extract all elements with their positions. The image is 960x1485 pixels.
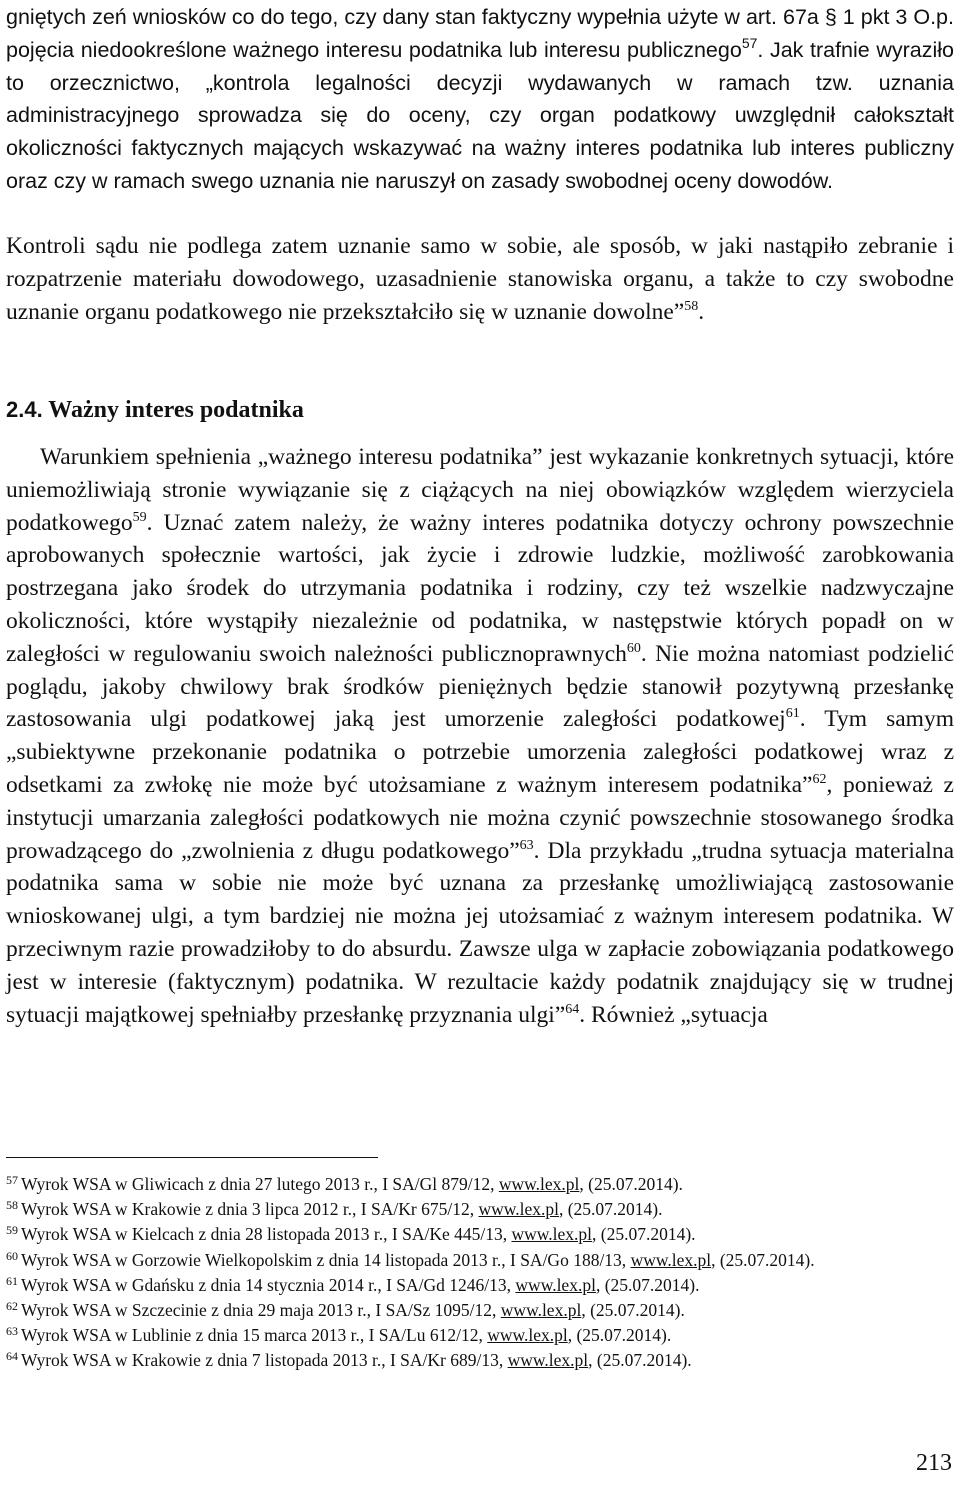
footnotes-list xyxy=(6,1172,954,1374)
footnote-text: Wyrok WSA w Gorzowie Wielkopolskim z dnia 14 listopada 2013 r., I SA/Go 188/13, xyxy=(21,1249,631,1270)
footnote-59 xyxy=(6,1222,954,1247)
footnote-text: Wyrok WSA w Krakowie z dnia 3 lipca 2012 r., I SA/Kr 675/12, xyxy=(21,1199,479,1220)
footnote-text: Wyrok WSA w Lublinie z dnia 15 marca 2013 r., I SA/Lu 612/12, xyxy=(21,1325,488,1346)
footnote-text: Wyrok WSA w Szczecinie z dnia 29 maja 2013 r., I SA/Sz 1095/12, xyxy=(21,1300,501,1321)
footnote-64 xyxy=(6,1348,954,1373)
paragraph-text: . Nie można natomiast podzielić poglądu, jakoby chwilowy brak środków pieniężnych będzie stanowił pozytywną przesłankę zastosowania ulgi podatkowej jaką jest umorzenie zaległości podatkowej xyxy=(6,640,954,733)
paragraph-text: . Tym samym „subiektywne przekonanie podatnika o potrzebie umorzenia zaległości podatkowej wraz z odsetkami za zwłokę nie może być utożsamiane z ważnym interesem podatnika” xyxy=(6,706,954,798)
footnote-link[interactable]: www.lex.pl xyxy=(507,1350,589,1371)
footnote-date: , (25.07.2014). xyxy=(588,1350,692,1371)
footnote-date: , (25.07.2014). xyxy=(581,1300,685,1321)
footnote-date: , (25.07.2014). xyxy=(558,1199,663,1220)
footnote-link[interactable]: www.lex.pl xyxy=(511,1224,593,1245)
footnote-ref-62[interactable]: 62 xyxy=(812,771,827,787)
section-title: Ważny interes podatnika xyxy=(48,397,304,423)
footnote-text: Wyrok WSA w Kielcach z dnia 28 listopada 2013 r., I SA/Ke 445/13, xyxy=(21,1224,512,1245)
paragraph-text: . Uznać zatem należy, że ważny interes podatnika dotyczy ochrony powszechnie aprobowanych społecznie wartości, jak życie i zdrowie ludzkie, możliwość zarobkowania postrzegana jako środek do utrzymania podatnika i rodziny, czy też wszelkie nadzwyczajne okoliczności, które wystąpiły niezależnie od podatnika, w następstwie których popadł on w zaległości w regulowaniu swoich należności publicznoprawnych xyxy=(6,509,954,667)
footnote-number: 62 xyxy=(6,1299,18,1314)
paragraph-text: . xyxy=(698,298,705,325)
footnote-number: 61 xyxy=(6,1273,18,1288)
footnote-number: 58 xyxy=(6,1198,18,1213)
footnote-separator xyxy=(6,1157,378,1158)
paragraph-continuation xyxy=(6,1,954,198)
footnote-ref-60[interactable]: 60 xyxy=(626,640,641,656)
footnote-number: 63 xyxy=(6,1324,18,1339)
footnote-date: , (25.07.2014). xyxy=(567,1325,672,1346)
footnote-link[interactable]: www.lex.pl xyxy=(478,1199,559,1220)
footnote-link[interactable]: www.lex.pl xyxy=(630,1249,712,1270)
paragraph-text: Warunkiem spełnienia „ważnego interesu podatnika” jest wykazanie konkretnych sytuacji, które uniemożliwiają stronie wywiązanie się z ciążących na niej obowiązków względem wierzyciela podatkowego xyxy=(6,444,954,536)
footnote-ref-59[interactable]: 59 xyxy=(132,509,147,525)
footnote-62 xyxy=(6,1298,954,1323)
footnote-number: 59 xyxy=(6,1223,18,1238)
footnote-60 xyxy=(6,1248,954,1273)
footnote-date: , (25.07.2014). xyxy=(592,1224,696,1245)
page-number: 213 xyxy=(916,1450,952,1476)
footnote-text: Wyrok WSA w Gliwicach z dnia 27 lutego 2013 r., I SA/Gl 879/12, xyxy=(21,1174,499,1194)
footnote-link[interactable]: www.lex.pl xyxy=(487,1325,568,1346)
footnote-58 xyxy=(6,1197,954,1222)
footnote-ref-64[interactable]: 64 xyxy=(565,1001,580,1017)
footnote-text: Wyrok WSA w Gdańsku z dnia 14 stycznia 2014 r., I SA/Gd 1246/13, xyxy=(21,1274,516,1295)
footnote-link[interactable]: www.lex.pl xyxy=(498,1174,580,1194)
paragraph-text: , ponieważ z instytucji umarzania zaległości podatkowych nie można czynić powszechnie stosowanego środka prowadzącego do „zwolnienia z długu podatkowego” xyxy=(6,771,954,864)
section-number: 2.4. xyxy=(6,397,43,422)
footnote-number: 57 xyxy=(6,1173,18,1187)
footnote-date: , (25.07.2014). xyxy=(711,1249,815,1270)
footnote-ref-61[interactable]: 61 xyxy=(785,706,800,722)
footnote-link[interactable]: www.lex.pl xyxy=(515,1274,596,1295)
paragraph-text: . Również „sytuacja xyxy=(579,1001,768,1028)
paragraph-text: Kontroli sądu nie podlega zatem uznanie samo w sobie, ale sposób, w jaki nastąpiło zebranie i rozpatrzenie materiału dowodowego, uzasadnienie stanowiska organu, a także to czy swobodne uznanie organu podatkowego nie przekształciło się w uznanie dowolne” xyxy=(6,233,954,325)
footnote-number: 60 xyxy=(6,1248,18,1263)
footnote-number: 64 xyxy=(6,1349,18,1364)
footnote-text: Wyrok WSA w Krakowie z dnia 7 listopada 2013 r., I SA/Kr 689/13, xyxy=(21,1350,508,1371)
footnote-63 xyxy=(6,1323,954,1348)
paragraph-quote-end xyxy=(6,230,954,328)
section-heading xyxy=(6,394,304,426)
footnote-ref-58[interactable]: 58 xyxy=(684,298,699,314)
footnote-link[interactable]: www.lex.pl xyxy=(500,1300,582,1321)
footnote-ref-57[interactable]: 57 xyxy=(741,34,758,51)
footnote-61 xyxy=(6,1273,954,1298)
footnote-57 xyxy=(6,1172,954,1197)
paragraph-text: gniętych zeń wniosków co do tego, czy dany stan faktyczny wypełnia użyte w art. 67a § 1 pkt 3 O.p. pojęcia niedookreślone ważnego interesu podatnika lub interesu publicznego xyxy=(6,5,954,62)
paragraph-text: . Dla przykładu „trudna sytuacja materialna podatnika sama w sobie nie może być uznana za przesłankę umożliwiającą zastosowanie wnioskowanej ulgi, a tym bardziej nie można jej utożsamiać z ważnym interesem podatnika. W przeciwnym razie prowadziłoby to do absurdu. Zawsze ulga w zapłacie zobowiązania podatkowego jest w interesie (faktycznym) podatnika. W rezultacie każdy podatnik znajdujący się w trudnej sytuacji majątkowej spełniałby przesłankę przyznania ulgi” xyxy=(6,837,954,1028)
paragraph-main xyxy=(6,441,954,1031)
paragraph-text: . Jak trafnie wyraziło to orzecznictwo, „kontrola legalności decyzji wydawanych w ramach tzw. uznania administracyjnego sprowadza się do oceny, czy organ podatkowy uwzględnił całokształt okoliczności faktycznych mających wskazywać na ważny interes podatnika lub interes publiczny oraz czy w ramach swego uznania nie naruszył on zasady swobodnej oceny dowodów. xyxy=(6,37,954,193)
footnote-date: , (25.07.2014). xyxy=(595,1274,700,1295)
footnote-ref-63[interactable]: 63 xyxy=(519,837,534,853)
footnote-date: , (25.07.2014). xyxy=(579,1174,683,1194)
